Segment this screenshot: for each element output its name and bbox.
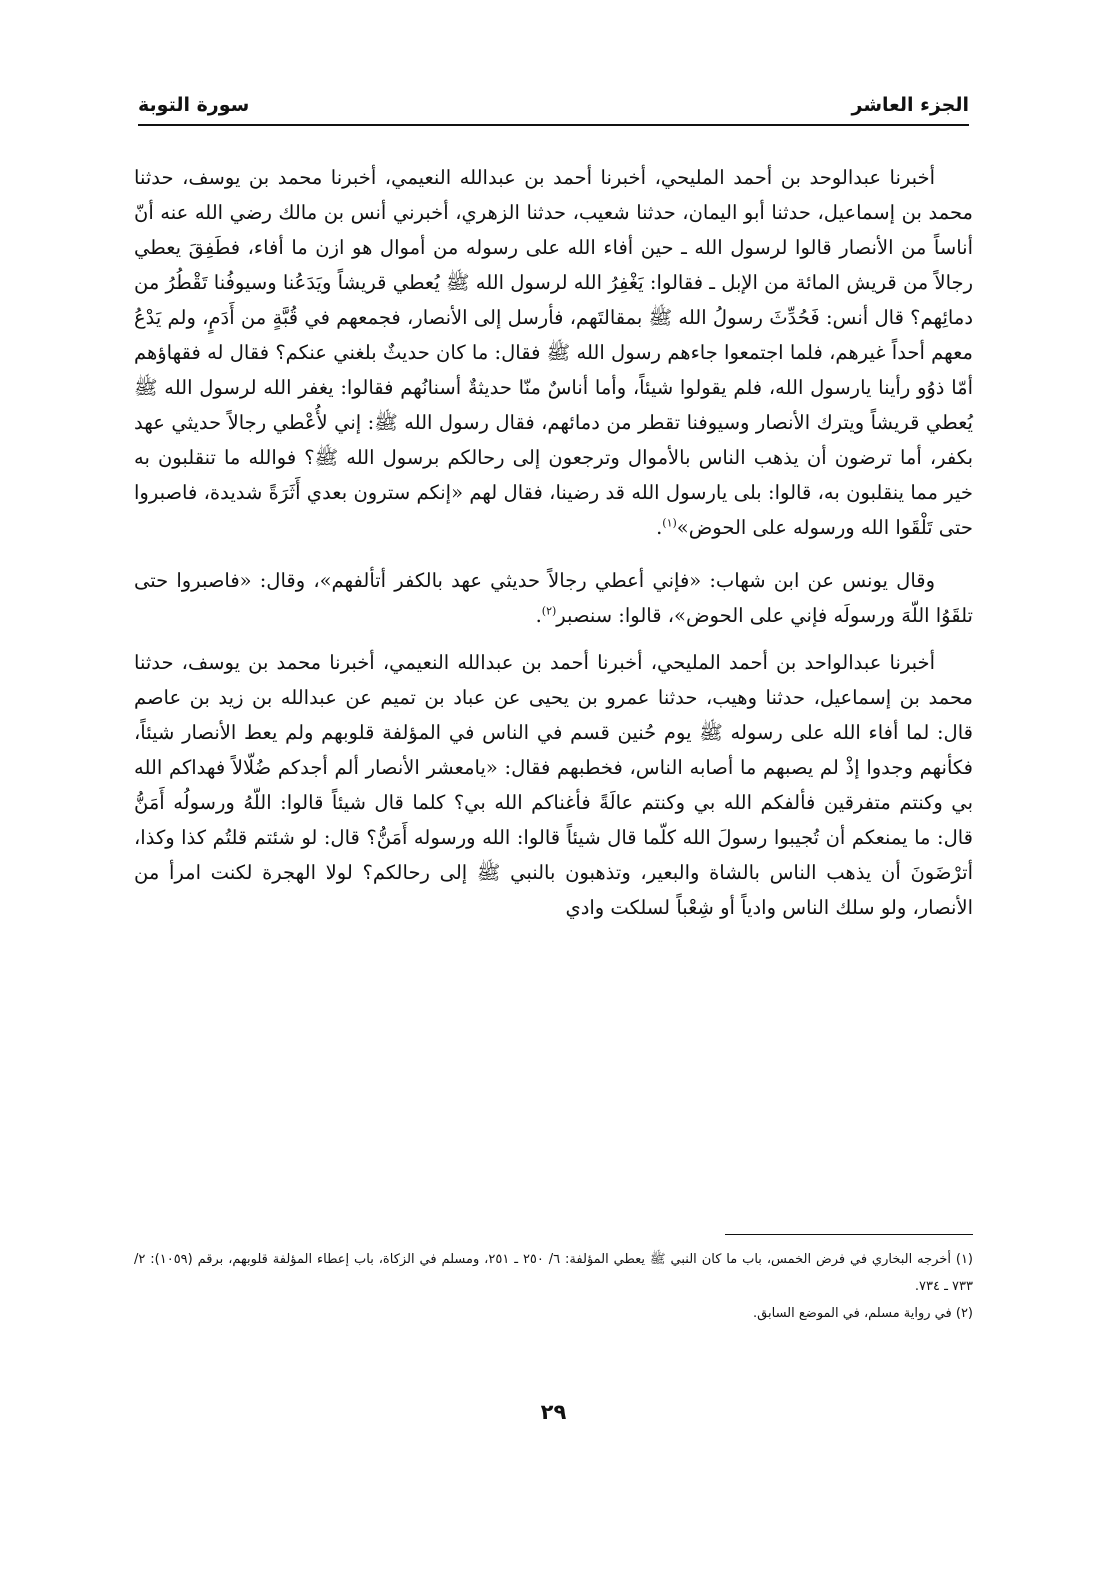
paragraph-end: . [656, 516, 663, 539]
main-text [134, 160, 973, 943]
paragraph-text: أخبرنا عبدالواحد بن أحمد المليحي، أخبرنا أحمد بن عبدالله النعيمي، أخبرنا محمد بن يوسف، حدثنا محمد بن إسماعيل، حدثنا وهيب، حدثنا عمرو بن يحيى عن عباد بن تميم عن عبدالله بن زيد بن عاصم قال: لما أفاء الله على رسوله ﷺ يوم حُنين قسم في الناس في المؤلفة قلوبهم ولم يعط الأنصار شيئاً، فكأنهم وجدوا إذْ لم يصبهم ما أصابه الناس، فخطبهم فقال: «يامعشر الأنصار ألم أجدكم ضُلّالاً فهداكم الله بي وكنتم متفرقين فألفكم الله بي وكنتم عالَةً فأغناكم الله بي؟ كلما قال شيئاً قالوا: اللّهُ ورسولُه أَمَنُّ قال: ما يمنعكم أن تُجيبوا رسولَ الله كلّما قال شيئاً قالوا: الله ورسوله أَمَنُّ؟ قال: لو شئتم قلتُم كذا وكذا، أترْضَونَ أن يذهب الناس بالشاة والبعير، وتذهبون بالنبي ﷺ إلى رحالكم؟ لولا الهجرة لكنت امرأ من الأنصار، ولو سلك الناس وادياً أو شِعْباً لسلكت وادي [134, 651, 973, 919]
footnote: (٢) في رواية مسلم، في الموضع السابق. [753, 1306, 973, 1321]
paragraph-end: . [535, 604, 542, 627]
paragraph-text: وقال يونس عن ابن شهاب: «فإني أعطي رجالاً حديثي عهد بالكفر أتألفهم»، وقال: «فاصبروا حتى تلقَوُا اللّهَ ورسولَه فإني على الحوض»، قالوا: سنصبر [134, 569, 973, 627]
footnote-reference: (٢) [541, 604, 557, 618]
footnote-reference: (١) [662, 516, 677, 530]
footnote-separator [725, 1234, 973, 1235]
paragraph-text: أخبرنا عبدالوحد بن أحمد المليحي، أخبرنا أحمد بن عبدالله النعيمي، أخبرنا محمد بن يوسف، حدثنا محمد بن إسماعيل، حدثنا أبو اليمان، حدثنا شعيب، حدثنا الزهري، أخبرني أنس بن مالك رضي الله عنه أنّ أناساً من الأنصار قالوا لرسول الله ـ حين أفاء الله على رسوله من أموال هو ازن ما أفاء، فطَفِقَ يعطي رجالاً من قريش المائة من الإبل ـ فقالوا: يَغْفِرُ الله لرسول الله ﷺ يُعطي قريشاً ويَدَعُنا وسيوفُنا تَقْطُرُ من دمائِهم؟ قال أنس: فَحُدِّثَ رسولُ الله ﷺ بمقالتَهم، فأرسل إلى الأنصار، فجمعهم في قُبَّةٍ من أَدَمٍ، ولم يَدْعُ معهم أحداً غيرهم، فلما اجتمعوا جاءهم رسول الله ﷺ فقال: ما كان حديثٌ بلغني عنكم؟ فقال له فقهاؤهم أمّا ذوُو رأينا يارسول الله، فلم يقولوا شيئاً، وأما أناسٌ منّا حديثةٌ أسنانُهم فقالوا: يغفر الله لرسول الله ﷺ يُعطي قريشاً ويترك الأنصار وسيوفنا تقطر من دمائهم، فقال رسول الله ﷺ: إني لأُعْطي رجالاً حديثي عهد بكفر، أما ترضون أن يذهب الناس بالأموال وترجعون إلى رحالكم برسول الله ﷺ؟ فوالله ما تنقلبون به خير مما ينقلبون به، قالوا: بلى يارسول الله قد رضينا، فقال لهم «إنكم سترون بعدي أَثَرَةً شديدة، فاصبروا حتى تَلْقَوا الله ورسوله على الحوض» [134, 166, 973, 539]
footnotes [134, 1246, 973, 1327]
paragraph [134, 160, 973, 545]
header-rule [138, 124, 969, 126]
header-surah-title: سورة التوبة [138, 94, 250, 116]
page-number: ٢٩ [540, 1400, 567, 1424]
header-part-title: الجزء العاشر [851, 94, 969, 116]
paragraph [134, 563, 973, 633]
running-head [138, 88, 969, 122]
paragraph [134, 645, 973, 925]
footnote: (١) أخرجه البخاري في فرض الخمس، باب ما كان النبي ﷺ يعطي المؤلفة: ٦/ ٢٥٠ ـ ٢٥١، ومسلم في الزكاة، باب إعطاء المؤلفة قلوبهم، برقم (١٠٥٩): ٢/ ٧٣٣ ـ ٧٣٤. [134, 1252, 973, 1294]
